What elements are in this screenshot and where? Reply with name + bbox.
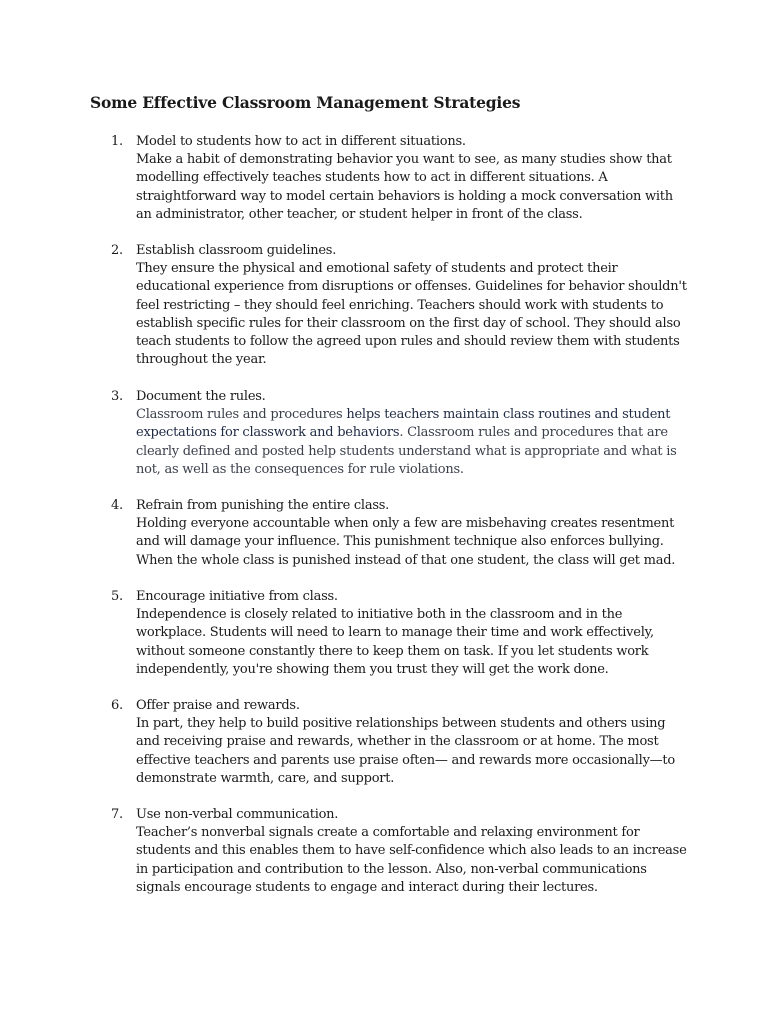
- list-item-number: 2.: [111, 243, 123, 258]
- strategy-heading: Use non-verbal communication.: [136, 807, 339, 822]
- strategy-description: Teacher’s nonverbal signals create a comfortable and relaxing environment for students and this enables them to have self-confidence which also leads to an increase in participation and contribution to the lesson. Also, non-verbal communications signals encourage students to engage and interact during their lectures.: [136, 825, 687, 895]
- list-item: [111, 697, 691, 788]
- strategy-heading: Refrain from punishing the entire class.: [136, 498, 390, 513]
- strategy-heading: Encourage initiative from class.: [136, 589, 338, 604]
- strategy-heading: Model to students how to act in different situations.: [136, 134, 466, 149]
- list-item-number: 7.: [111, 807, 123, 822]
- list-item-number: 4.: [111, 498, 123, 513]
- strategy-description: Make a habit of demonstrating behavior you want to see, as many studies show that modelling effectively teaches students how to act in different situations. A straightforward way to model certain behaviors is holding a mock conversation with an administrator, other teacher, or student helper in front of the class.: [136, 152, 673, 222]
- strategy-description: [136, 406, 691, 479]
- strategy-description-part: Classroom rules and procedures: [136, 407, 347, 423]
- strategy-heading: Document the rules.: [136, 389, 266, 404]
- strategy-description: In part, they help to build positive relationships between students and others using and receiving praise and rewards, whether in the classroom or at home. The most effective teachers and parents use praise often— and rewards more occasionally—to demonstrate warmth, care, and support.: [136, 716, 675, 786]
- list-item-number: 3.: [111, 389, 123, 404]
- strategy-description: Holding everyone accountable when only a few are misbehaving creates resentment and will damage your influence. This punishment technique also enforces bullying. When the whole class is punished instead of that one student, the class will get mad.: [136, 516, 676, 568]
- strategy-description: They ensure the physical and emotional safety of students and protect their educational experience from disruptions or offenses. Guidelines for behavior shouldn't feel restricting – they should feel enriching. Teachers should work with students to establish specific rules for their classroom on the first day of school. They should also teach students to follow the agreed upon rules and should review them with students throughout the year.: [136, 261, 687, 368]
- list-item: [111, 588, 691, 679]
- list-item: [111, 388, 691, 479]
- list-item: [111, 242, 691, 369]
- list-item: [111, 497, 691, 570]
- list-item-number: 1.: [111, 134, 123, 149]
- document-title: Some Effective Classroom Management Strategies: [90, 93, 521, 112]
- list-item: [111, 133, 691, 224]
- strategy-description-highlight: helps teachers maintain class routines and student expectations for classwork and behaviors: [136, 407, 671, 441]
- strategy-heading: Establish classroom guidelines.: [136, 243, 337, 258]
- strategy-heading: Offer praise and rewards.: [136, 698, 300, 713]
- list-item-number: 5.: [111, 589, 123, 604]
- strategy-description: Independence is closely related to initiative both in the classroom and in the workplace. Students will need to learn to manage their time and work effectively, without someone constantly there to keep them on task. If you let students work independently, you're showing them you trust they will get the work done.: [136, 607, 654, 677]
- strategy-description-part: . Classroom rules and procedures that are clearly defined and posted help students understand what is appropriate and what is not, as well as the consequences for rule violations.: [136, 425, 677, 477]
- list-item-number: 6.: [111, 698, 123, 713]
- list-item: [111, 806, 691, 897]
